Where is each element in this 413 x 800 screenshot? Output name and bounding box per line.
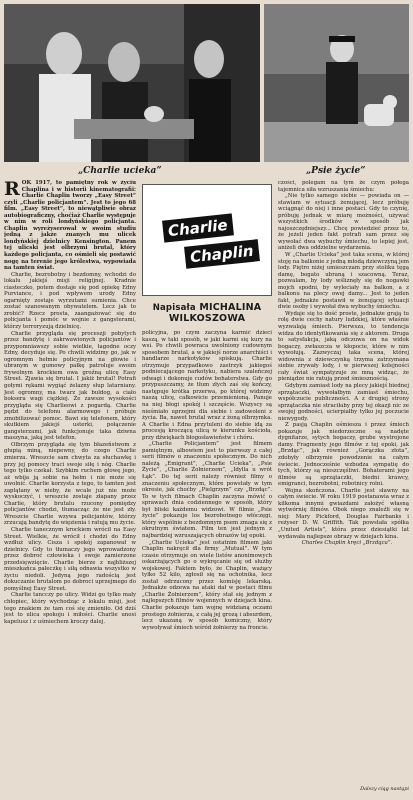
paragraph: „Charlie Ucieka” jest ostatnim filmem jaki Chaplin nakręcił dla firmy „Mutual”. W tym czasie otrzymuje on wiele listów anonimowych oskarżających go o wykręcanie się od służby wojskowej. Faktem było, że Chaplin, ważący tylko 52 kilo, zgłosił się na ochotnika, lecz został odrzucony przez komisję lekarską. Jednakże odzewa na ataki dał w postaci filmu „Charlie Żołnierzem”, który stał się jednym z najlepszych filmów wojennych w dziejach kina. Charlie pokazuje tam wojnę widzianą oczami prostego żołnierza, z całą jej grozą i absurdem, lecz ukazaną w sposób komiczny, który wywoływał śmiech wśród żołnierzy na froncie. — [142, 539, 272, 631]
film-still-charlie-ucieka — [4, 4, 260, 162]
paragraph — [4, 180, 136, 272]
paragraph: Charlie, bezrobotny i bezdomny, wchodzi do lokalu jakiejś misji religijnej. Kradnie ciasteczko, potem dostaje się pod opiekę Edny Purviance, i pod wpływem urody Edny ogarnięty zostaje wyrzutami sumienia. Chce zostać szanowanym obywatelem. Lecz jak to zrobić? Rzecz prosta, zaangażować się do policjanta i pomóc w wojnie z gangsterami, którzy terroryzują dzielnicę. — [4, 271, 136, 331]
photo-caption-right: „Psie życie” — [306, 166, 366, 176]
paragraph: Charlie tanecznym krockiem wrócił na Easy Street. Wielkie, że wrócił i chodzi do Edny wzdłuż ulicy. Cisza i spokój zapanował w dzielnicy. Gdy to tłumaczy jego wprowadzony przez dobroć człowieka i swoje zamierzone przedsięwzięcie. Charlie bierze z najbliższej mieszkańca pałeczkę i siłą odnawia wszystko w życiu niedoli. Jedyną jego radością jest dokuczanie brutalom po dobroci uprzejmego do pomyślnej Easy Street. — [4, 526, 136, 592]
article-column-1 — [4, 180, 136, 796]
article-column-2 — [142, 330, 272, 796]
lead-paragraph-text: OK 1917, to pamiętny rok w życiu Chaplina i w historii kinematografii: Charlie Chaplin tworzy „Easy Street” czyli „Charlie policjantem”. Jest to jego 68 film. „Easy Street”, to niewątpliwie obraz autobiograficzny, choćiaż Charlie występuje w nim w roli londyńskiego policjanta. Chaplin wyreżyserował w swoim studiu jedną z jakże znanych mu ulicek londyńskiej dzielnicy Kensington. Panem tej ulicski jest olbrzymi brutal, który każdego policjanta, co ośmieli się postawić nogę na terenie jego królestwa, wypowiada na tamten świat. — [4, 180, 136, 272]
paragraph: Olbrzym przygląda się tym błazeństwom z głupią miną, niepewny, do czego Charlie zmierza. Wreszcie sam chwyta za słuchawkę i przy jej pomocy traci swoje siłę i nóg. Charlie tego tylko czekał. Szybkim ruchem głowę jego, aż wbija ją sobie na hełm i nie może się uwolnić. Charlie korzysta z tego, to tamten jest zaplątany w nieby, że wcale już nie może wyskoczyć, i wreszcie zostaje złapany przez Charlie, który brutalu rzucony pomiędzy policjantów chodzi, tłumacząc że nie jest zły. Wreszcie Charlie wzywa policjantów, którzy zrzucają bandytę do więzienia i ratują mu życie. — [4, 441, 136, 527]
paragraph: „Nie tylko samego siebie — powiada on — stawiam w sytuacji żenującej, lecz próbuję wciągnąć do niej i inne postaci. Gdy to czynię, próbuję jednak w miarę możności, używać wszystkich środków w sposób jak najoszczędniejszy... Chcę powiedzieć przez to, że jeżeli jeden fakt potrafi sam przez się wywołać dwa wybuchy śmiechu, to lepiej jest, aniżeli dwa oddzielne wydarzenia. — [278, 193, 409, 252]
byline-author: MICHALINA WILKOSZOWA — [168, 302, 262, 324]
paragraph: Wojna skończona. Charlie jest sławny na całym świecie. W roku 1919 postanawia wraz z kilkoma innymi gwiazdami założyć własną wytwórnię filmów. Obok niego znaleźli się w niej: Mary Pickford, Douglas Fairbanks i reżyser D. W. Griffith. Tak powstała spółka „United Artists”, która przez dziesiątki lat wydawała najlepsze obrazy w dziejach kina. — [278, 487, 409, 540]
paragraph: Wydaje się to dość proste, jednakże grają tu rolę dwie cechy natury ludzkiej, które właśnie wyzwalają śmiech. Pierwsza, to tendencja widza do identyfikowania się z aktorem. Druga to satysfakcja, jaką odczuwa on na widok bogaczy, zwłaszcza w kłopocie, które w nim wywołują. Zazwyczaj taka scena, której widownia z dziewczynką trzyma zatrzymana siebie zrywały lody, i w pierwszej kolejności cały świat sympatyzuje ze mną widząc, że pieniądze nie ratują przed śmiesznością. — [278, 310, 409, 383]
author-byline — [142, 302, 272, 324]
paragraph: Charlie przygląda się proceszji pobytych przez bandytę i zakrwawionych policjantów i przypomniawszy sobie wielkie, łagodne oczy Edny, decyduje się. Po chwili widzimy go, jak w ogromnym hełmie policyjnym na głowie i ubranym w gumowy pałkę patroluje swoim frywolnym krockiem owa groźną ulicę Easy Street. Zjawia się brutal. I jakiż brutal! Potrafi gołymi rękami wygiąć żelazny słup latarniany. Jest ogromny, ma twarz jak buldog, a ciało boksera wagi ciężkiej. Że zawsze wysokości przygląda się Charlieowi z pogardą. Charlie pędzi do telefonu alarmowego i próbuje zmobilizować pomoc. Bawi się telefonem, który skutkiem jakiejś usterki, połączenie gangsterzami, jak funkcjonuje taka dziwna maszyna, jaką jest telefon. — [4, 330, 136, 442]
paragraph: czości, polegam na tym że czym połega tajemnica siła wzruszania śmiechu: — [278, 180, 409, 193]
film-still-image — [4, 4, 260, 162]
drop-cap: R — [4, 180, 20, 200]
article-column-3 — [278, 180, 409, 796]
byline-lead: Napisała — [152, 303, 196, 313]
photo-caption-bottom: Charles Chaplin kręci „Brzdąca”. — [301, 540, 393, 547]
article-title-box — [142, 184, 272, 296]
paragraph: Charlie tancczy po ulicy. Widzi go tylko mały chłopiec, który wychodząc z lokalu misji, jest tego znakiem że tam coś się zmieniło. Od dziś jest to ulica spokoju i miłości. Charlie unosi kapelusz i z uśmiechem kroczy dalej. — [4, 592, 136, 625]
title-graphic — [157, 195, 257, 285]
film-still-psie-zycie — [264, 4, 409, 162]
paragraph: Z pasją Chaplin ośmiesza i przez śmiech pokazuje jak niedorzeczne są nadęte dygnitarze, sytych bogaczy, grube wystrojone damy. Fragmenty jego filmów z tej epoki, jak „Brzdąc”, jak również „Gorączka złota”, zdobyły olbrzymie powodzenie na całym świecie. Jednocześnie wzbudza sympatię do tych, którzy są nieszczęśliwi. Bohaterami jego filmów są sprzątaczki, biedni krawcy, emigranci, bezrobotni, robotnicy rolni. — [278, 422, 409, 488]
film-still-image — [264, 4, 409, 162]
title-line-1: Charlie — [162, 213, 234, 242]
paragraph: W „Charlie Ucieka” jest taka scena, w której stoję na balkonie z jedną młodą dziewczyną jem lody. Piętro niżej umieszczam przy stoliku tęgą damę, bogato ubraną i szacowną. Teraz, pozwalam, by lody wśliznęły się do nogawki mojch spodni, by wyleciały na balkon, a z balkonu na plecy owej damy... Jest to jeden fakt, jednakże postawił w żenującej sytuacji dwie osoby i wywołał dwa wybuchy śmiechu. — [278, 252, 409, 311]
continuation-note: Dalszy ciąg nastąpi — [360, 786, 409, 792]
paragraph: policyjna, po czym zaczyna karmić dzieci kaszą, w taki sposób, w jaki karmi się kury na wsi. Po chwili powraca uwolniony cudownym sposobem brutal, a w jakiejś norze anarchiści i handlarze narkotyków spiskują. Charlie otrzymuje przypadkowo zastrzyk jakiegoś podniecającego narkotyku, nabiera szaleńczej odwagi i dokonuje cudów bohaterstwa. Gdy go przypuszczamy, że tłum złych zaś się kończy, następuje krótka przerwa, po której widzimy naszą ulicę, całkowicie przemienioną. Panuje na niej błogi spokój i szczęście. Wszyscy są nieśmiało uprzejmi dla siebie i zadowoleni z życia. Ba, nawet brutal wraz z żoną olbrzymka. A Charlie i Edna przytuleni do siebie idą za procesją kroczącą ulicą w kierunku kościoła, przy dźwiękach błogosławieństw i chóru. — [142, 330, 272, 441]
paragraph: Gdybym zamiast lody na plecy jakiejś biednej sprzątaczki, wywołałbym zamiast śmiechu, współczucie publiczności. A z drugiej strony sprzątaczka nie straciłaby przy tej okazji nic ze swojej godności, ucierpiałby tylko jej poczucie niewygody. — [278, 382, 409, 422]
paragraph: „Charlie Policjantem” jest filmem pamiętnym, albowiem jest to pierwszy z całej serii filmów o znaczeniu społecznym. Do nich należą „Emigrant”, „Charlie Ucieka”, „Psie Życie”, „Charlie Żołnierzem”, „Idylla u wrót Łąk”. Do tej serii należy również filmy o znaczeniu społecznym, które powstały w tym okresie, jak choćby „Pielgrzym” czy „Brzdąc”. To w tych filmach Chaplin zaczyna mówić o sprawach dnia codziennego w sposób, który był bliski każdemu widzowi. W filmie „Psie życie” pokazuje los bezrobotnego włóczęgi, który wspólnie z bezdomnym psem zmaga się z okrutnym światem. Film ten jest jednym z najbardziej wzruszających obrazów tej epoki. — [142, 441, 272, 539]
photo-caption-left: „Charlie ucieka” — [78, 166, 162, 176]
title-line-2: Chaplin — [184, 239, 259, 269]
